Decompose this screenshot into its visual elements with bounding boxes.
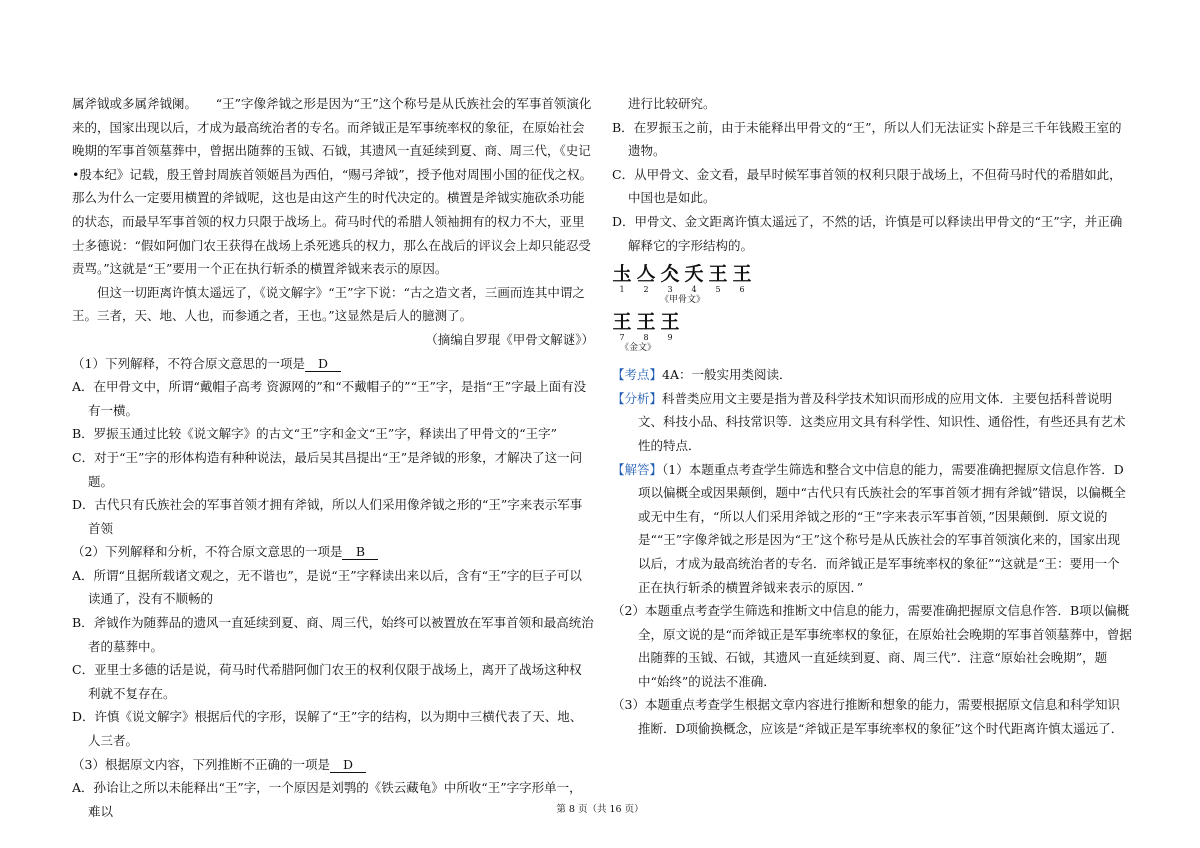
oracle-glyph-3: 仌 3: [660, 263, 680, 295]
oracle-glyph-5: 王 5: [708, 263, 728, 295]
question-1-stem: （1）下列解释，不符合原文意思的一项是: [72, 355, 305, 371]
oracle-caption: 《甲骨文》: [660, 295, 706, 306]
q3-option-b: B．在罗振玉之前，由于未能释出甲骨文的“王”，所以人们无法证实卜辞是三千年钱殿王室的遗物。: [612, 119, 1122, 159]
q1-option-d: D．古代只有氏族社会的军事首领才拥有斧钺，所以人们采用像斧钺之形的“王”字来表示军事首领: [72, 497, 583, 536]
passage-source: （摘编自罗琨《甲骨文解谜》）: [425, 331, 594, 347]
question-1: [72, 352, 594, 376]
page-footer: 第 8 页（共 16 页）: [556, 804, 644, 815]
q2-option-d: D．许慎《说文解字》根据后代的字形，误解了“王”字的结构，以为期中三横代表了天、地、人三者。: [72, 709, 583, 749]
passage-paragraph-1: 属斧钺或多属斧钺阑。 “王”字像斧钺之形是因为“王”这个称号是从氏族社会的军事首领演化来的，国家出现以后，才成为最高统治者的专名。而斧钺正是军事统率权的象征，在原始社会晚期的军事首领墓葬中，曾据出随葬的玉钺、石钺，其遗风一直延续到夏、商、周三代，《史记•殷本纪》记载，殷王曾封周族首领姬昌为西伯，“赐弓斧钺”，授予他对周围小国的征伐之权。那么为什么一定要用横置的斧钺呢，这也是由这产生的时代决定的。横置是斧钺实施砍杀功能的状态，而最早军事首领的权力只限于战场上。荷马时代的希腊人领袖拥有的权力不大，亚里士多德说：“假如阿伽门农王获得在战场上杀死逃兵的权力，那么在战后的评议会上却只能忍受责骂。”这就是“王”要用一个正在执行斩杀的横置斧钺来表示的原因。: [72, 96, 593, 277]
jieda-text-1: （1）本题重点考查学生筛选和整合文中信息的能力，需要准确把握原文信息作答．D项以偏概全或因果颠倒，题中“古代只有氏族社会的军事首领才拥有斧钺”错误，以偏概全或无中生有，“所以人们采用斧钺之形的“王”字来表示军事首领，”因果颠倒．原文说的是““王”字像斧钺之形是因为“王”这个称号是从氏族社会的军事首领演化来的，国家出现以后，才成为最高统治者的专名．而斧钺正是军事统率权的象征”“这就是“王：要用一个正在执行斩杀的横置斧钺来表示的原因．”: [638, 461, 1126, 595]
question-2-answer: B: [342, 544, 378, 560]
jieda-2: （2）本题重点考查学生筛选和推断文中信息的能力，需要准确把握原文信息作答．B项以偏概全，原文说的是“而斧钺正是军事统率权的象征，在原始社会晚期的军事首领墓葬中，曾据出随葬的玉钺、石钺，其遗风一直延续到夏、商、周三代”．注意“原始社会晚期”，题中“始终”的说法不准确．: [612, 603, 1132, 689]
q3-option-a-continued: 进行比较研究。: [628, 96, 716, 111]
q3-option-d: D．甲骨文、金文距离许慎太遥远了，不然的话，许慎是可以释读出甲骨文的“王”字，并正确解释它的字形结构的。: [612, 213, 1123, 253]
jieda-tag: 【解答】: [612, 461, 663, 477]
oracle-glyph-2: 亼 2: [636, 263, 656, 295]
fenxi-text: 科普类应用文主要是指为普及科学技术知识而形成的应用文体．主要包括科普说明文、科技小品、科技常识等．这类应用文具有科学性、知识性、通俗性，有些还具有艺术性的特点．: [638, 390, 1126, 453]
q2-option-b: B．斧钺作为随葬品的遗风一直延续到夏、商、周三代，始终可以被置放在军事首领和最高统治者的墓葬中。: [72, 615, 594, 654]
q3-option-c: C．从甲骨文、金文看，最早时候军事首领的权利只限于战场上，不但荷马时代的希腊如此，中国也是如此。: [612, 166, 1122, 206]
question-2: [72, 540, 594, 564]
q2-option-a: A．所谓“且据所载诸文观之，无不谐也”，是说“王”字释读出来以后，含有“王”字的巨子可以读通了，没有不顺畅的: [72, 567, 582, 607]
question-1-answer: D: [305, 356, 341, 372]
fenxi: [612, 387, 1132, 458]
jieda: [612, 458, 1132, 600]
question-3: [72, 753, 594, 777]
jieda-3: （3）本题重点考查学生根据文章内容进行推断和想象的能力，需要根据原文信息和科学知识推断．D项偷换概念，应该是“斧钺正是军事统率权的象征”这个时代距离许慎太遥远了．: [612, 697, 1124, 737]
bronze-caption: 《金文》: [620, 343, 657, 354]
right-column: [612, 92, 1132, 741]
q1-option-b: B．罗振玉通过比较《说文解字》的古文“王”字和金文“王”字，释读出了甲骨文的“王字”: [72, 426, 558, 442]
question-3-stem: （3）根据原文内容，下列推断不正确的一项是: [72, 756, 330, 772]
bronze-glyph-9: 王 9: [660, 311, 680, 343]
question-3-answer: D: [330, 757, 366, 773]
bronze-glyphs: [612, 311, 1132, 342]
oracle-glyph-4: 夭 4: [684, 263, 704, 295]
oracle-glyph-6: 王 6: [732, 263, 752, 295]
q1-option-a: A．在甲骨文中，所谓“戴帽子高考 资源网的”和“不戴帽子的”“王”字，是指“王”字最上面有没有一横。: [72, 379, 587, 418]
kaodian-tag: 【考点】: [612, 367, 663, 383]
wang-character-figure: [612, 263, 1132, 355]
question-2-stem: （2）下列解释和分析，不符合原文意思的一项是: [72, 544, 343, 560]
kaodian-text: 4A：一般实用类阅读．: [662, 367, 792, 383]
q3-option-a: A．孙诒让之所以未能释出“王”字，一个原因是刘鹗的《铁云藏龟》中所收“王”字字形单一，难以: [72, 780, 582, 819]
oracle-glyph-1: 圡 1: [612, 263, 632, 295]
kaodian: [612, 363, 1132, 387]
passage-paragraph-2: 但这一切距离许慎太遥远了，《说文解字》“王”字下说：“古之造文者，三画而连其中谓之王。三者，天、地、人也，而参通之者，王也。”这显然是后人的臆测了。: [72, 284, 585, 324]
fenxi-tag: 【分析】: [612, 390, 663, 406]
q2-option-c: C．亚里士多德的话是说，荷马时代希腊阿伽门农王的权利仅限于战场上，离开了战场这种权利就不复存在。: [72, 662, 582, 701]
bronze-glyph-8: 王 8: [636, 311, 656, 343]
q1-option-c: C．对于“王”字的形体构造有种种说法，最后吴其昌提出“王”是斧钺的形象，才解决了这一问题。: [72, 449, 583, 489]
left-column: [72, 92, 594, 823]
bronze-glyph-7: 王 7: [612, 311, 632, 343]
oracle-bone-glyphs: [612, 263, 1132, 294]
